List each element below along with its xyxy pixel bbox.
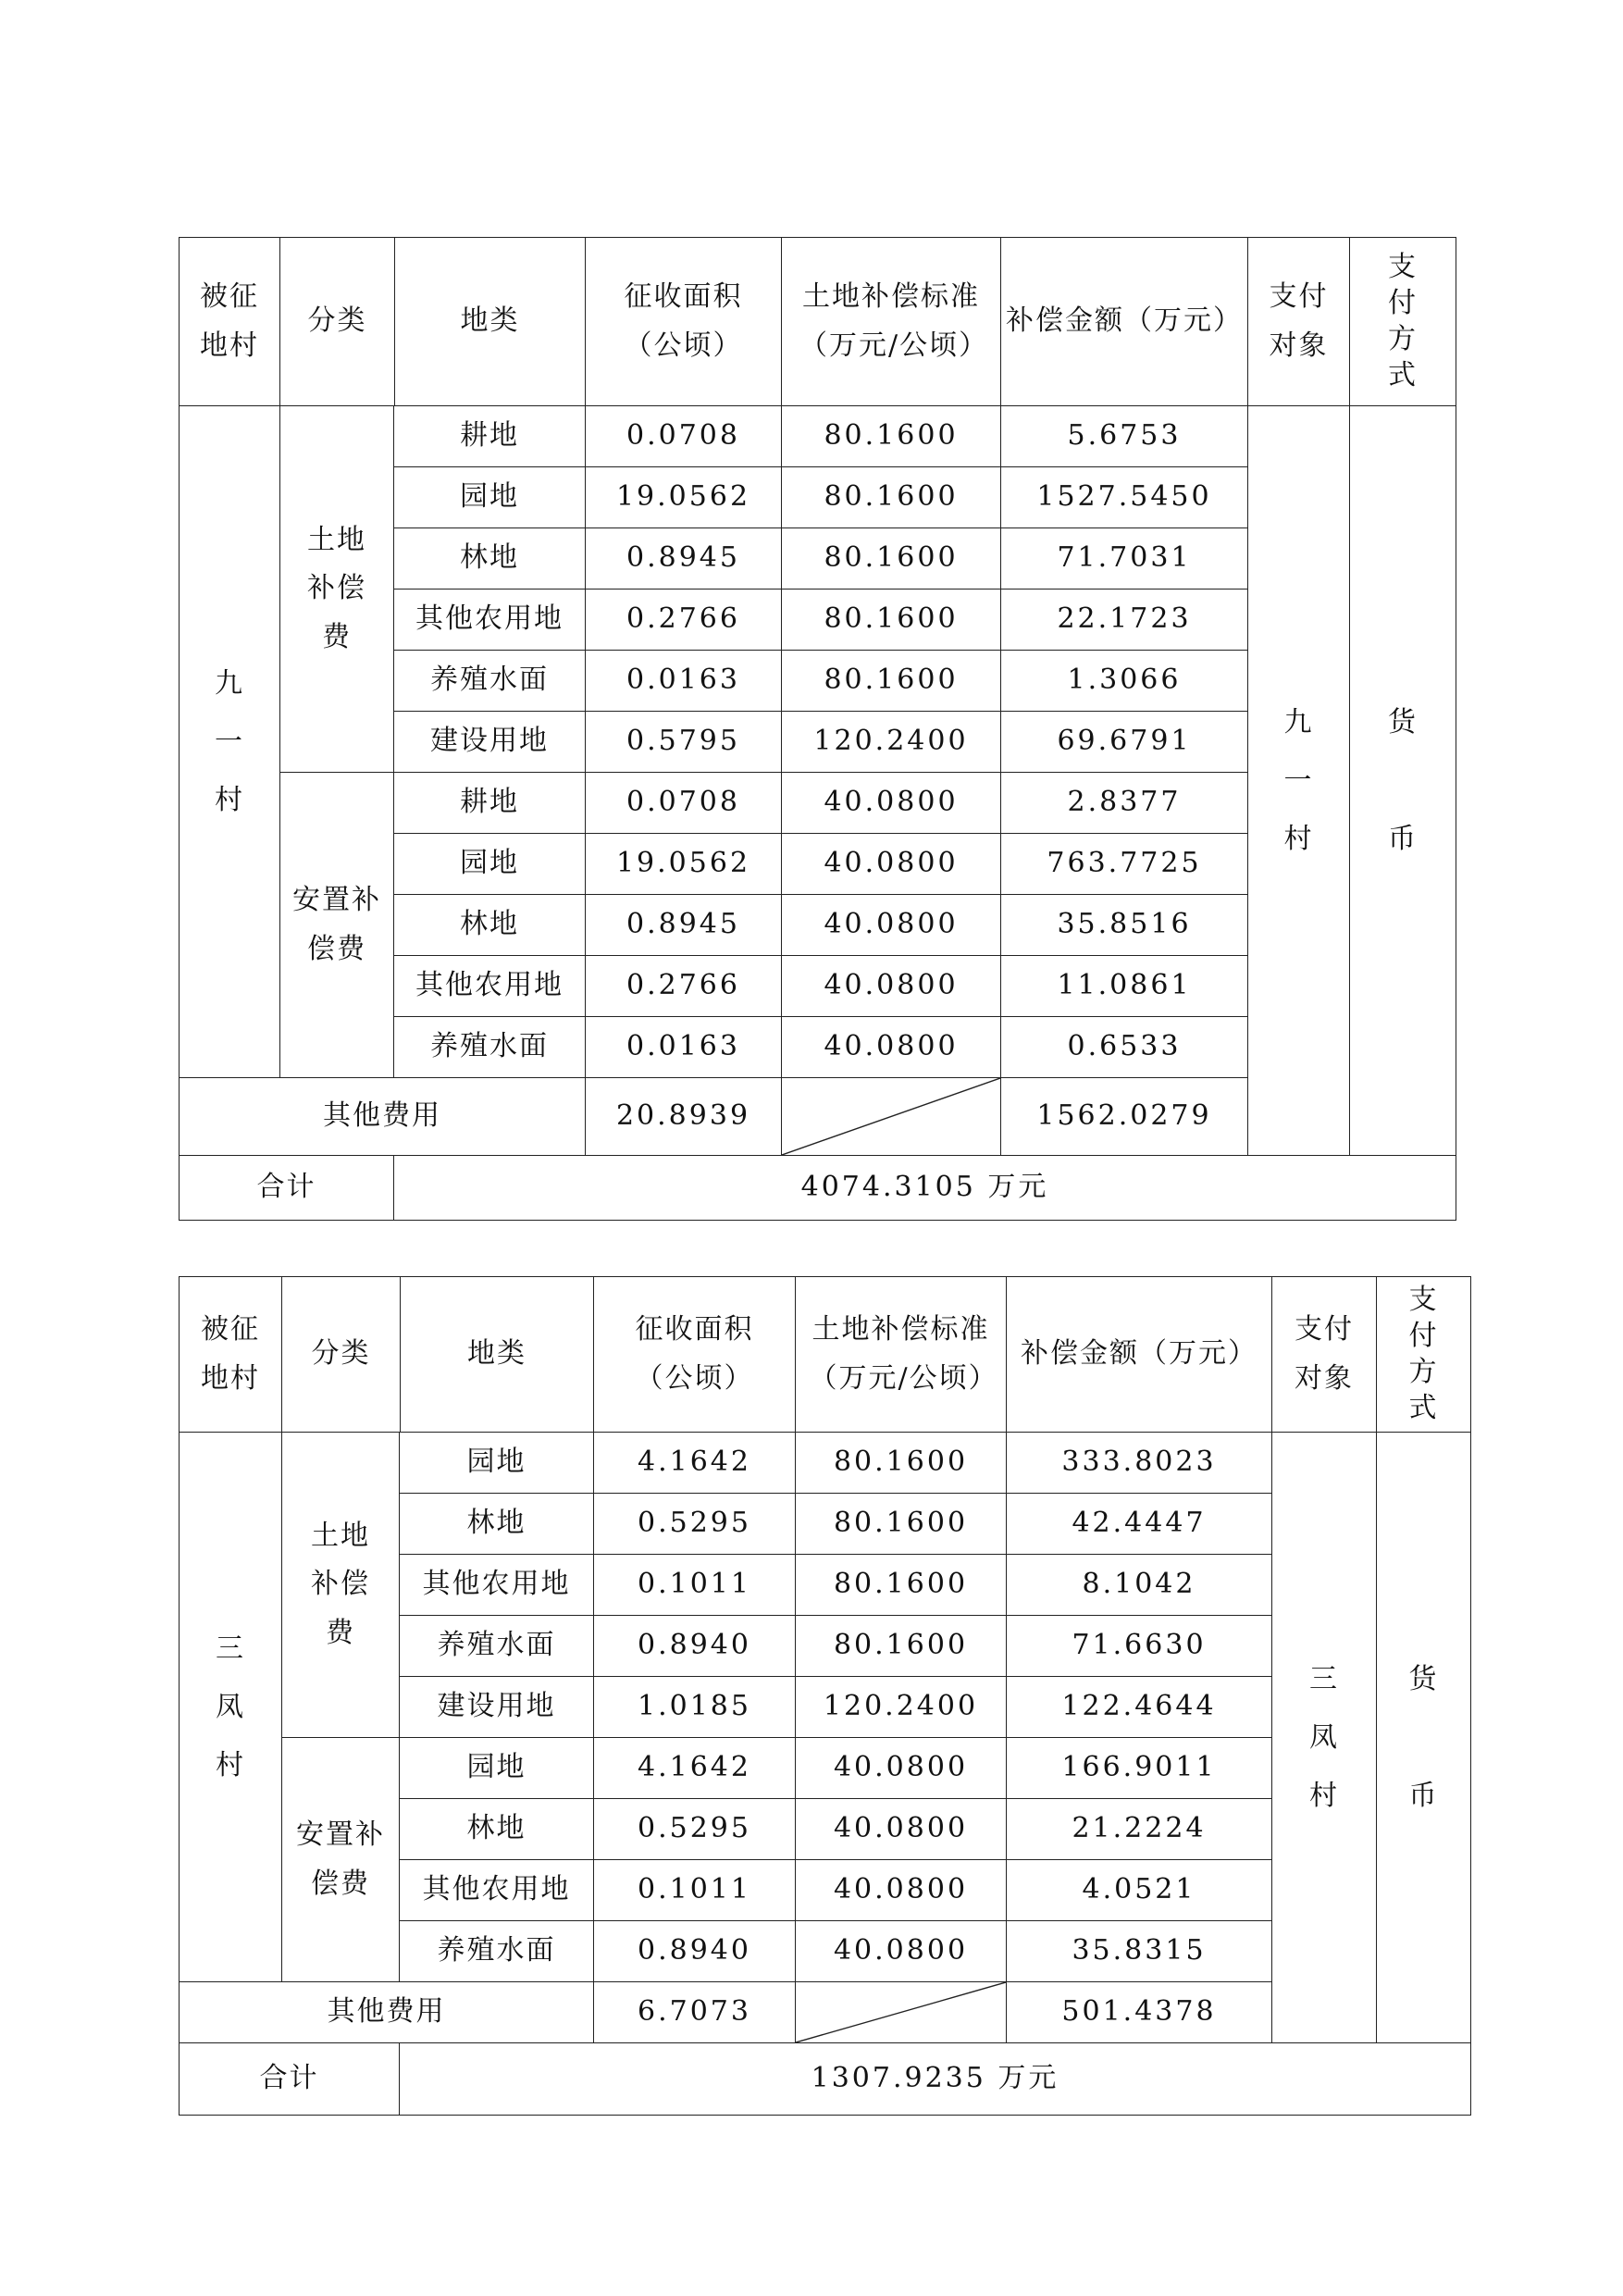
amount: 166.9011 [1007,1738,1272,1799]
area: 0.0163 [586,651,782,712]
area: 0.2766 [586,590,782,651]
compensation-table-sanfeng [179,1276,1471,2116]
header-payee: 支付对象 [1272,1277,1377,1433]
header-land-type: 地类 [460,304,520,338]
standard: 40.0800 [796,1860,1007,1921]
category-resettle-comp: 安置补偿费 [282,1738,400,1982]
amount: 69.6791 [1001,712,1248,773]
standard: 80.1600 [796,1616,1007,1677]
header-amount: 补偿金额（万元） [1001,238,1248,406]
amount: 71.7031 [1001,528,1248,590]
standard: 80.1600 [782,528,1001,590]
area: 0.5795 [586,712,782,773]
area: 0.1011 [594,1860,796,1921]
land-type: 建设用地 [394,712,586,773]
area: 1.0185 [594,1677,796,1738]
area: 0.8940 [594,1921,796,1982]
land-type: 林地 [394,528,586,590]
total-label: 合计 [180,1156,394,1221]
land-type: 其他农用地 [400,1860,594,1921]
standard: 40.0800 [782,834,1001,895]
header-land-type: 地类 [467,1337,527,1371]
amount: 42.4447 [1007,1494,1272,1555]
payee-cell: 三凤村 [1272,1433,1377,2043]
header-area: 征收面积（公顷） [594,1277,796,1433]
header-standard: 土地补偿标准（万元/公顷） [782,238,1001,406]
header-pay-method: 支付方式 [1350,238,1456,406]
header-category-landtype [280,238,586,406]
land-type: 林地 [400,1494,594,1555]
standard: 40.0800 [796,1799,1007,1860]
land-type: 养殖水面 [394,1017,586,1078]
area: 19.0562 [586,834,782,895]
pay-method-char-1: 货 [1388,705,1418,738]
land-type: 园地 [400,1433,594,1494]
area: 19.0562 [586,467,782,528]
area: 0.1011 [594,1555,796,1616]
area: 0.5295 [594,1799,796,1860]
amount: 35.8315 [1007,1921,1272,1982]
header-pay-method: 支付方式 [1377,1277,1471,1433]
village-cell: 九一村 [180,406,280,1078]
pay-method-char-1: 货 [1408,1662,1439,1695]
pay-method-char-2: 币 [1408,1779,1439,1812]
payee-cell: 九一村 [1248,406,1350,1156]
standard: 120.2400 [782,712,1001,773]
standard: 40.0800 [796,1921,1007,1982]
amount: 4.0521 [1007,1860,1272,1921]
diagonal-blank-cell [796,1982,1007,2043]
amount: 333.8023 [1007,1433,1272,1494]
land-type: 养殖水面 [394,651,586,712]
area: 0.0708 [586,406,782,467]
amount: 1.3066 [1001,651,1248,712]
standard: 120.2400 [796,1677,1007,1738]
standard: 80.1600 [782,467,1001,528]
total-value: 1307.9235 万元 [400,2043,1471,2116]
other-fees-label: 其他费用 [180,1982,594,2043]
land-type: 林地 [394,895,586,956]
amount: 0.6533 [1001,1017,1248,1078]
diagonal-blank-cell [782,1078,1001,1156]
standard: 40.0800 [782,956,1001,1017]
other-fees-area: 6.7073 [594,1982,796,2043]
amount: 21.2224 [1007,1799,1272,1860]
header-area: 征收面积（公顷） [586,238,782,406]
standard: 80.1600 [782,651,1001,712]
area: 0.0708 [586,773,782,834]
standard: 80.1600 [796,1555,1007,1616]
other-fees-amount: 501.4378 [1007,1982,1272,2043]
area: 0.8945 [586,895,782,956]
total-value: 4074.3105 万元 [394,1156,1456,1221]
land-type: 其他农用地 [400,1555,594,1616]
amount: 1527.5450 [1001,467,1248,528]
land-type: 其他农用地 [394,590,586,651]
header-standard: 土地补偿标准（万元/公顷） [796,1277,1007,1433]
land-type: 园地 [394,467,586,528]
area: 0.8940 [594,1616,796,1677]
compensation-table-jiuyi [179,237,1456,1221]
header-amount: 补偿金额（万元） [1007,1277,1272,1433]
amount: 5.6753 [1001,406,1248,467]
land-type: 其他农用地 [394,956,586,1017]
land-type: 养殖水面 [400,1616,594,1677]
standard: 80.1600 [796,1433,1007,1494]
standard: 80.1600 [782,590,1001,651]
amount: 22.1723 [1001,590,1248,651]
header-village: 被征地村 [180,1277,282,1433]
amount: 35.8516 [1001,895,1248,956]
area: 0.0163 [586,1017,782,1078]
standard: 80.1600 [796,1494,1007,1555]
pay-method-char-2: 币 [1388,822,1418,855]
category-land-comp: 土地补偿费 [282,1433,400,1738]
amount: 8.1042 [1007,1555,1272,1616]
category-resettle-comp: 安置补偿费 [280,773,394,1078]
land-type: 耕地 [394,773,586,834]
header-category: 分类 [282,1277,401,1432]
standard: 40.0800 [782,895,1001,956]
amount: 11.0861 [1001,956,1248,1017]
land-type: 园地 [400,1738,594,1799]
land-type: 耕地 [394,406,586,467]
pay-method-cell [1377,1433,1471,2043]
area: 0.8945 [586,528,782,590]
land-type: 建设用地 [400,1677,594,1738]
area: 4.1642 [594,1738,796,1799]
amount: 122.4644 [1007,1677,1272,1738]
standard: 40.0800 [796,1738,1007,1799]
pay-method-cell [1350,406,1456,1156]
land-type: 园地 [394,834,586,895]
other-fees-label: 其他费用 [180,1078,586,1156]
area: 4.1642 [594,1433,796,1494]
other-fees-amount: 1562.0279 [1001,1078,1248,1156]
amount: 2.8377 [1001,773,1248,834]
area: 0.5295 [594,1494,796,1555]
category-land-comp: 土地补偿费 [280,406,394,773]
diagonal-line [796,1982,1006,2042]
village-cell: 三凤村 [180,1433,282,1982]
land-type: 林地 [400,1799,594,1860]
standard: 40.0800 [782,773,1001,834]
header-category: 分类 [280,238,395,405]
header-category-landtype [282,1277,594,1433]
total-label: 合计 [180,2043,400,2116]
standard: 40.0800 [782,1017,1001,1078]
other-fees-area: 20.8939 [586,1078,782,1156]
area: 0.2766 [586,956,782,1017]
amount: 763.7725 [1001,834,1248,895]
amount: 71.6630 [1007,1616,1272,1677]
header-village: 被征地村 [180,238,280,406]
standard: 80.1600 [782,406,1001,467]
land-type: 养殖水面 [400,1921,594,1982]
diagonal-line [782,1078,1000,1155]
header-payee: 支付对象 [1248,238,1350,406]
